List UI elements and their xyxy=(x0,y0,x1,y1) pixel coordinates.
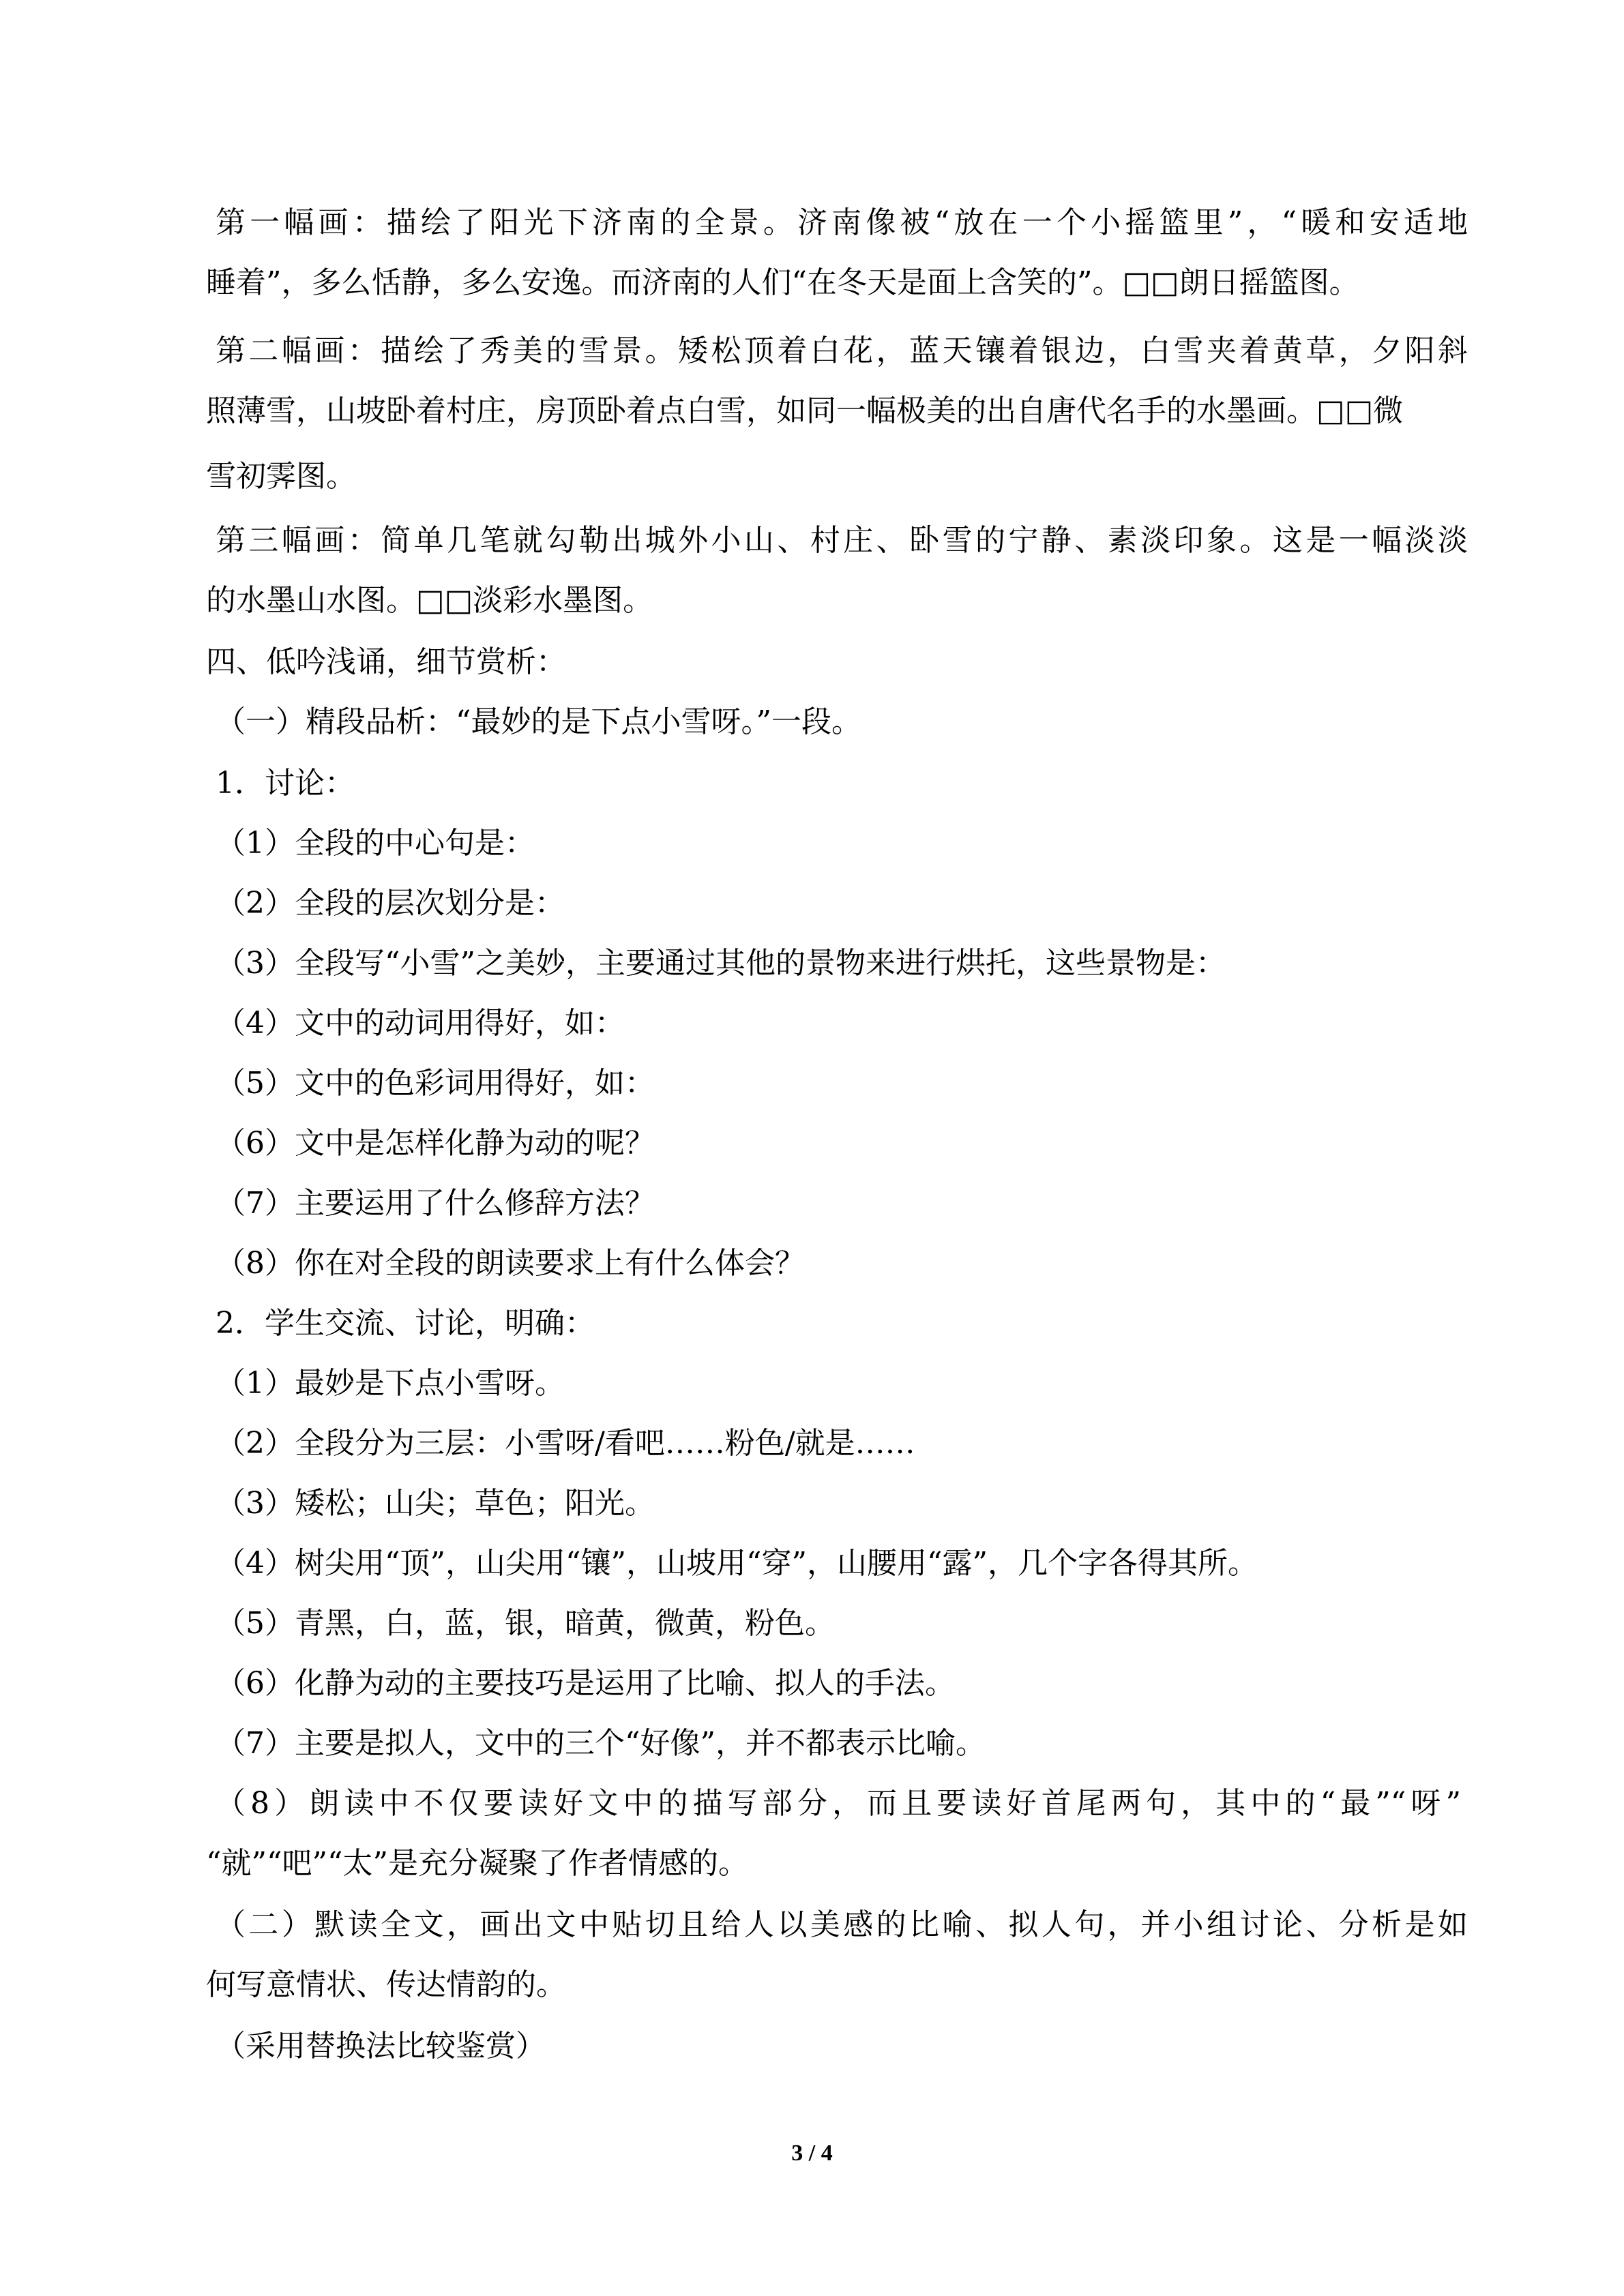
paragraph-line: 的水墨山水图。□□淡彩水墨图。 xyxy=(206,583,653,618)
answer-item: （5）青黑，白，蓝，银，暗黄，微黄，粉色。 xyxy=(216,1606,835,1641)
question-item: （6）文中是怎样化静为动的呢？ xyxy=(216,1126,655,1161)
question-item: （3）全段写“小雪”之美妙，主要通过其他的景物来进行烘托，这些景物是： xyxy=(216,946,1226,981)
paragraph-line: 第二幅画：描绘了秀美的雪景。矮松顶着白花，蓝天镶着银边，白雪夹着黄草，夕阳斜 xyxy=(216,333,1468,368)
paragraph-line: 第三幅画：简单几笔就勾勒出城外小山、村庄、卧雪的宁静、素淡印象。这是一幅淡淡 xyxy=(216,523,1468,558)
answer-item: （7）主要是拟人，文中的三个“好像”，并不都表示比喻。 xyxy=(216,1726,986,1761)
answer-item: （6）化静为动的主要技巧是运用了比喻、拟人的手法。 xyxy=(216,1666,955,1701)
paragraph-line: 第一幅画：描绘了阳光下济南的全景。济南像被“放在一个小摇篮里”，“暖和安适地 xyxy=(216,205,1468,240)
question-item: （1）全段的中心句是： xyxy=(216,826,535,861)
paragraph-line: 睡着”，多么恬静，多么安逸。而济南的人们“在冬天是面上含笑的”。□□朗日摇篮图。 xyxy=(206,265,1359,300)
question-item: （5）文中的色彩词用得好，如： xyxy=(216,1066,655,1101)
answer-item: “就”“吧”“太”是充分凝聚了作者情感的。 xyxy=(206,1846,748,1881)
question-item: （8）你在对全段的朗读要求上有什么体会？ xyxy=(216,1246,805,1281)
list-heading: 2．学生交流、讨论，明确： xyxy=(216,1306,595,1341)
paragraph-line: （二）默读全文，画出文中贴切且给人以美感的比喻、拟人句，并小组讨论、分析是如 xyxy=(216,1907,1468,1942)
question-item: （4）文中的动词用得好，如： xyxy=(216,1006,625,1041)
question-item: （2）全段的层次划分是： xyxy=(216,886,565,921)
paragraph-line: （采用替换法比较鉴赏） xyxy=(216,2029,546,2063)
paragraph-line: 照薄雪，山坡卧着村庄，房顶卧着点白雪，如同一幅极美的出自唐代名手的水墨画。□□微 xyxy=(206,393,1404,428)
page-number: 3 / 4 xyxy=(791,2141,833,2166)
answer-item: （2）全段分为三层：小雪呀/看吧……粉色/就是…… xyxy=(216,1426,915,1461)
list-heading: 1．讨论： xyxy=(216,766,355,801)
section-heading: 四、低吟浅诵，细节赏析： xyxy=(206,644,566,679)
answer-item: （1）最妙是下点小雪呀。 xyxy=(216,1366,565,1401)
subsection-heading: （一）精段品析：“最妙的是下点小雪呀。”一段。 xyxy=(216,704,861,739)
question-item: （7）主要运用了什么修辞方法？ xyxy=(216,1186,655,1221)
paragraph-line: 何写意情状、传达情韵的。 xyxy=(206,1967,566,2002)
answer-item: （4）树尖用“顶”，山尖用“镶”，山坡用“穿”，山腰用“露”，几个字各得其所。 xyxy=(216,1546,1258,1581)
paragraph-line: 雪初霁图。 xyxy=(206,459,356,494)
answer-item: （8）朗读中不仅要读好文中的描写部分，而且要读好首尾两句，其中的“最”“呀” xyxy=(216,1786,1461,1821)
answer-item: （3）矮松；山尖；草色；阳光。 xyxy=(216,1486,655,1521)
